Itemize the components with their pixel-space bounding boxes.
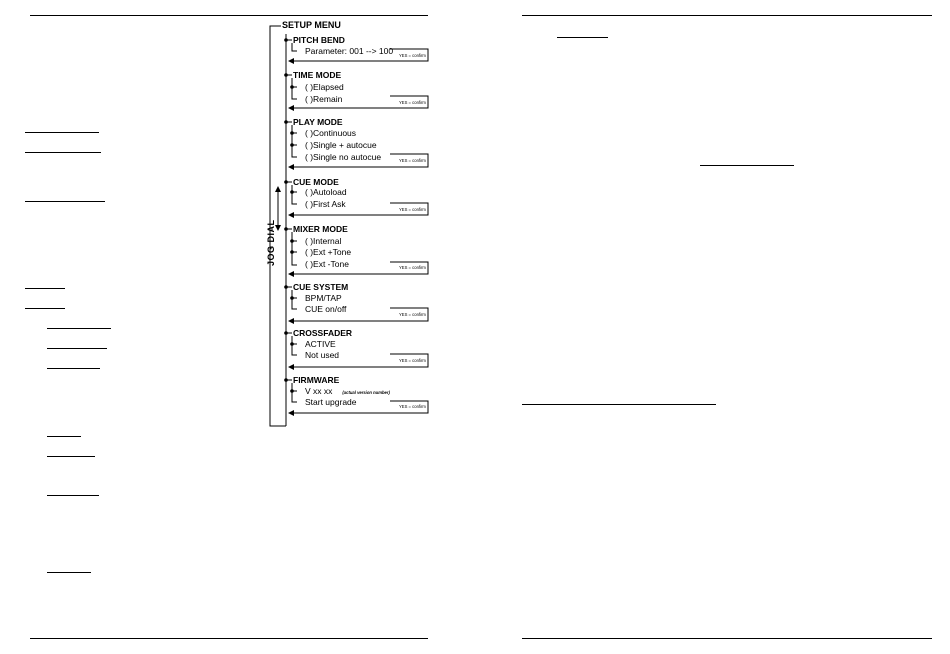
confirm-label: YES = confirm bbox=[399, 312, 426, 317]
confirm-label: YES = confirm bbox=[399, 100, 426, 105]
option-single-no-autocue: ( )Single no autocue bbox=[305, 152, 382, 162]
option-version bbox=[305, 386, 390, 396]
option-start-upgrade: Start upgrade bbox=[305, 397, 357, 407]
section-mixer-mode: MIXER MODE bbox=[293, 224, 348, 234]
section-cue-mode: CUE MODE bbox=[293, 177, 339, 187]
section-firmware: FIRMWARE bbox=[293, 375, 340, 385]
option-ext-plus-tone: ( )Ext +Tone bbox=[305, 247, 352, 257]
option-continuous: ( )Continuous bbox=[305, 128, 357, 138]
section-pitch-bend: PITCH BEND bbox=[293, 35, 345, 45]
confirm-label: YES = confirm bbox=[399, 53, 426, 58]
option-not-used: Not used bbox=[305, 350, 340, 360]
section-time-mode: TIME MODE bbox=[293, 70, 342, 80]
option-internal: ( )Internal bbox=[305, 236, 342, 246]
confirm-label: YES = confirm bbox=[399, 265, 426, 270]
option-single-autocue: ( )Single + autocue bbox=[305, 140, 377, 150]
option-ext-minus-tone: ( )Ext -Tone bbox=[305, 259, 349, 269]
section-crossfader: CROSSFADER bbox=[293, 328, 353, 338]
option-cue-on-off: CUE on/off bbox=[305, 304, 347, 314]
jog-dial-label: JOG DIAL bbox=[266, 219, 276, 266]
option-active: ACTIVE bbox=[305, 339, 336, 349]
option-remain: ( )Remain bbox=[305, 94, 343, 104]
option-bpm-tap: BPM/TAP bbox=[305, 293, 342, 303]
section-play-mode: PLAY MODE bbox=[293, 117, 343, 127]
option-first-ask: ( )First Ask bbox=[305, 199, 346, 209]
option-autoload: ( )Autoload bbox=[305, 187, 347, 197]
section-cue-system: CUE SYSTEM bbox=[293, 282, 349, 292]
confirm-label: YES = confirm bbox=[399, 404, 426, 409]
confirm-label: YES = confirm bbox=[399, 207, 426, 212]
confirm-label: YES = confirm bbox=[399, 158, 426, 163]
version-text: V xx xx bbox=[305, 386, 333, 396]
confirm-label: YES = confirm bbox=[399, 358, 426, 363]
option-elapsed: ( )Elapsed bbox=[305, 82, 344, 92]
option-parameter: Parameter: 001 --> 100 bbox=[305, 46, 394, 56]
version-note: (actual version number) bbox=[342, 390, 390, 395]
setup-menu-title: SETUP MENU bbox=[282, 20, 341, 30]
